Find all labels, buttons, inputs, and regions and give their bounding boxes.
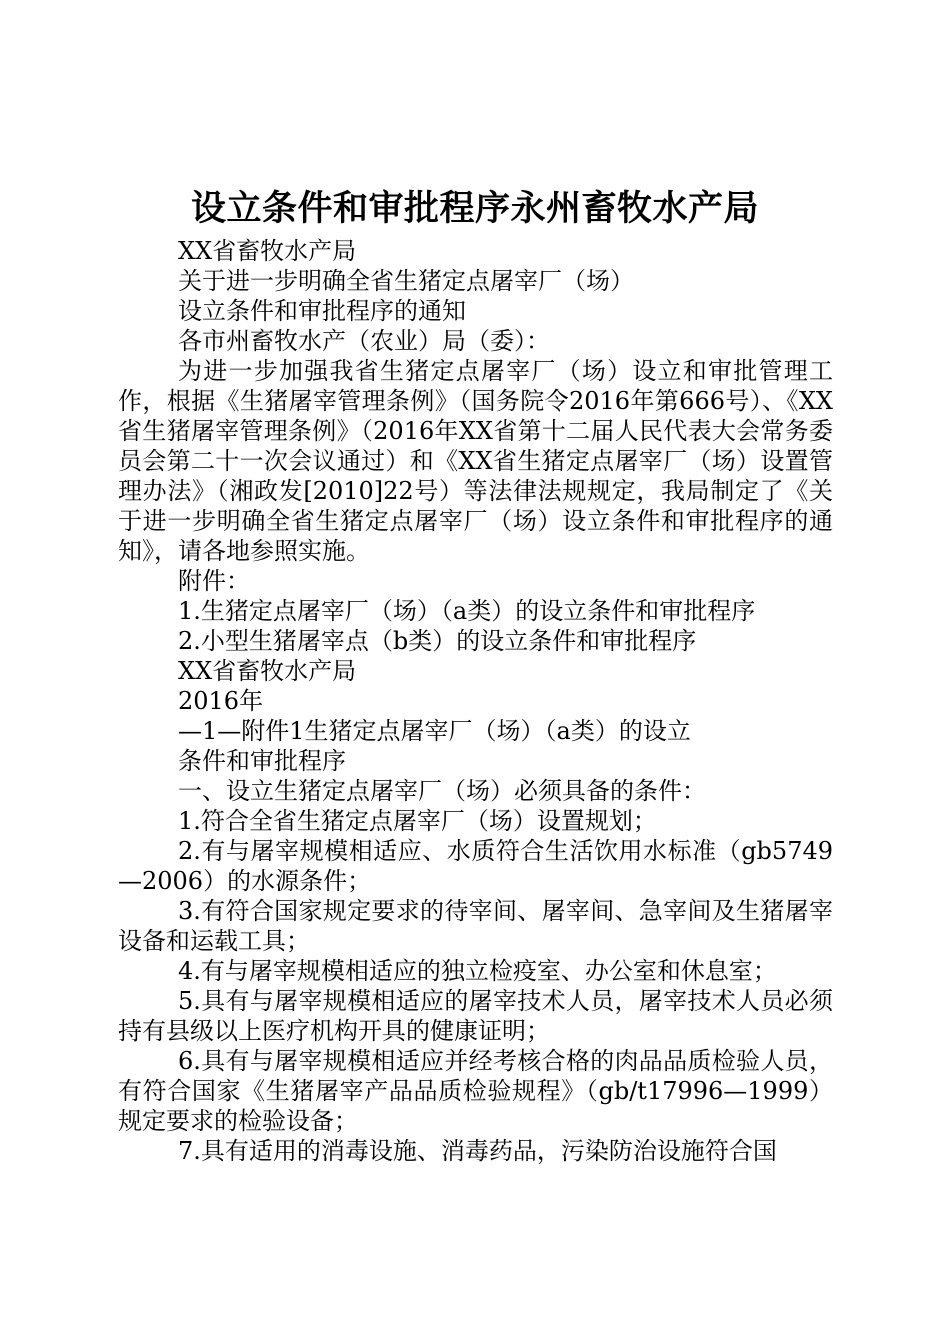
document-body xyxy=(118,236,833,1166)
paragraph: XX省畜牧水产局 xyxy=(178,237,357,265)
paragraph: 为进一步加强我省生猪定点屠宰厂（场）设立和审批管理工作，根据《生猪屠宰管理条例》（国务院令2016年第666号）、《XX省生猪屠宰管理条例》（2016年XX省第十二届人民代表大会常务委员会第二十一次会议通过）和《XX省生猪定点屠宰厂（场）设置管理办法》（湘政发[2010]22号）等法律法规规定，我局制定了《关于进一步明确全省生猪定点屠宰厂（场）设立条件和审批程序的通知》，请各地参照实施。 xyxy=(118,357,833,565)
paragraph: 7.具有适用的消毒设施、消毒药品，污染防治设施符合国 xyxy=(178,1137,777,1165)
paragraph: —1—附件1生猪定点屠宰厂（场）（a类）的设立 xyxy=(178,717,691,745)
document-title: 设立条件和审批程序永州畜牧水产局 xyxy=(190,189,759,229)
paragraph: 1.生猪定点屠宰厂（场）（a类）的设立条件和审批程序 xyxy=(178,597,756,625)
paragraph: 2.有与屠宰规模相适应、水质符合生活饮用水标准（gb5749—2006）的水源条件； xyxy=(118,837,833,895)
paragraph: 5.具有与屠宰规模相适应的屠宰技术人员，屠宰技术人员必须持有县级以上医疗机构开具的健康证明； xyxy=(118,987,833,1045)
paragraph: 关于进一步明确全省生猪定点屠宰厂（场） xyxy=(178,267,634,295)
paragraph: XX省畜牧水产局 xyxy=(178,657,357,685)
paragraph: 条件和审批程序 xyxy=(178,747,346,775)
paragraph: 各市州畜牧水产（农业）局（委）： xyxy=(178,327,550,355)
paragraph: 附件： xyxy=(178,567,250,595)
paragraph: 一、设立生猪定点屠宰厂（场）必须具备的条件： xyxy=(178,777,706,805)
paragraph: 4.有与屠宰规模相适应的独立检疫室、办公室和休息室； xyxy=(178,957,777,985)
paragraph: 2016年 xyxy=(178,687,264,715)
paragraph: 6.具有与屠宰规模相适应并经考核合格的肉品品质检验人员，有符合国家《生猪屠宰产品品质检验规程》（gb/t17996—1999）规定要求的检验设备； xyxy=(118,1047,833,1135)
paragraph: 设立条件和审批程序的通知 xyxy=(178,297,466,325)
paragraph: 3.有符合国家规定要求的待宰间、屠宰间、急宰间及生猪屠宰设备和运载工具； xyxy=(118,897,833,955)
paragraph: 1.符合全省生猪定点屠宰厂（场）设置规划； xyxy=(178,807,657,835)
paragraph: 2.小型生猪屠宰点（b类）的设立条件和审批程序 xyxy=(178,627,697,655)
